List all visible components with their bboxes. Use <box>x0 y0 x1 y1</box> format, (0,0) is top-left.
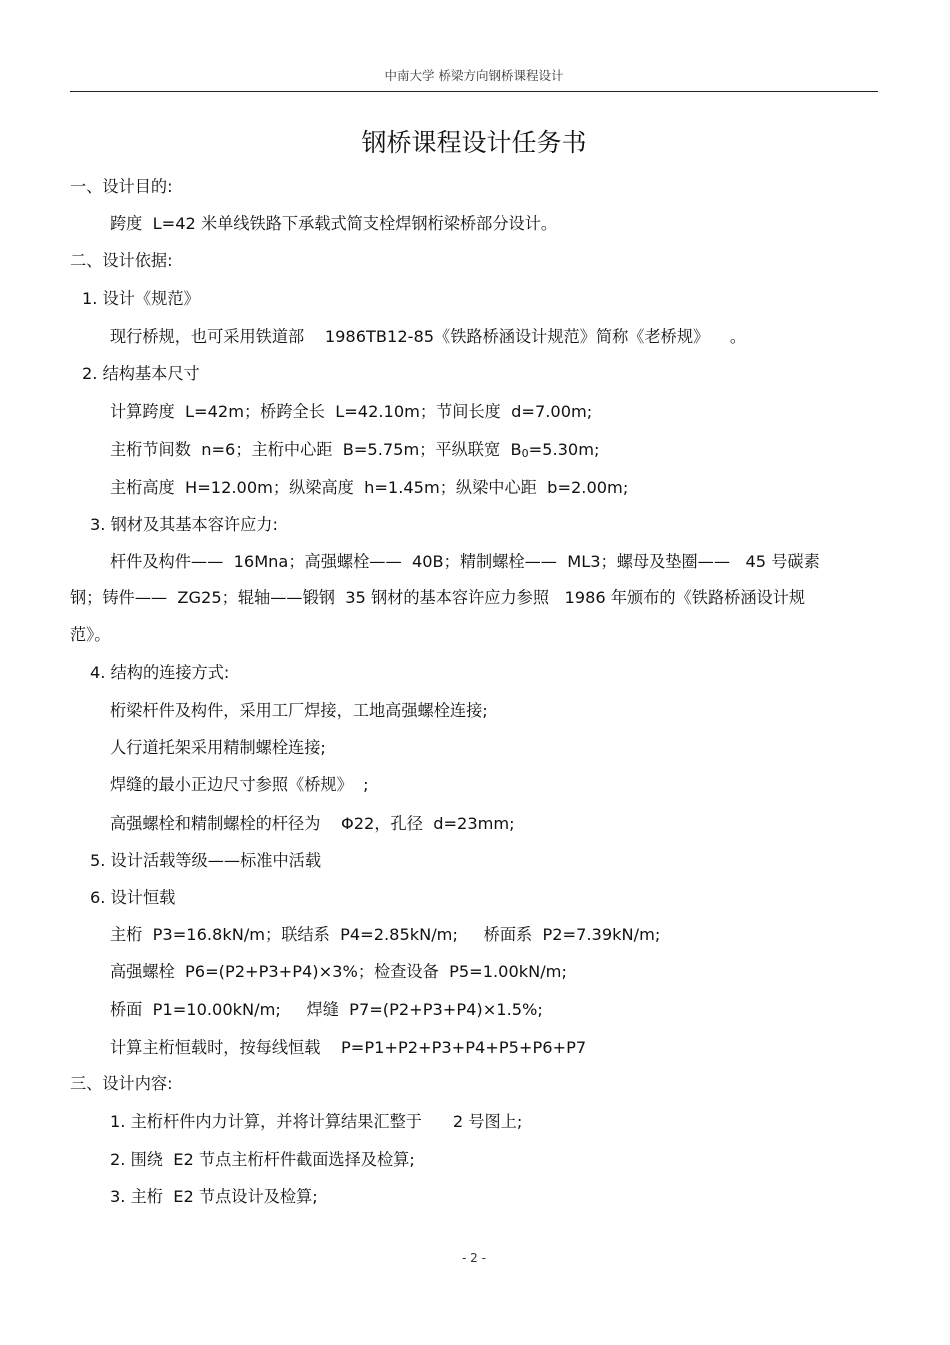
subsection-2-4-title: 4. 结构的连接方式: <box>90 663 230 682</box>
dimension-line-2 <box>110 440 599 464</box>
content-item-3: 3. 主桁 E2 节点设计及检算; <box>110 1187 318 1206</box>
content-item-2: 2. 围绕 E2 节点主桁杆件截面选择及检算; <box>110 1150 415 1169</box>
subsection-2-1-title: 1. 设计《规范》 <box>82 289 200 308</box>
page-header: 中南大学 桥梁方向钢桥课程设计 <box>384 68 564 83</box>
section-1-body: 跨度 L=42 米单线铁路下承载式简支栓焊钢桁梁桥部分设计。 <box>110 214 558 233</box>
material-line-3: 范》。 <box>70 625 111 644</box>
page-number: - 2 - <box>462 1251 486 1265</box>
subscript-zero: 0 <box>521 447 529 460</box>
subsection-2-6-title: 6. 设计恒载 <box>90 888 176 907</box>
connection-line-2: 人行道托架采用精制螺栓连接; <box>110 738 326 757</box>
subsection-2-5-title: 5. 设计活载等级——标准中活载 <box>90 851 322 870</box>
section-1-heading: 一、设计目的: <box>70 177 173 196</box>
subsection-2-1-body: 现行桥规，也可采用铁道部 1986TB12-85《铁路桥涵设计规范》简称《老桥规》 。 <box>110 327 747 346</box>
header-rule <box>70 91 878 92</box>
material-line-2: 钢；铸件—— ZG25；辊轴——锻钢 35 钢材的基本容许应力参照 1986 年颁布的《铁路桥涵设计规 <box>70 588 806 607</box>
subsection-2-2-title: 2. 结构基本尺寸 <box>82 364 200 383</box>
dimension-line-2-text-a: 主桁节间数 n=6；主桁中心距 B=5.75m；平纵联宽 B <box>110 440 522 459</box>
dimension-line-1: 计算跨度 L=42m；桥跨全长 L=42.10m；节间长度 d=7.00m; <box>110 402 593 421</box>
section-2-heading: 二、设计依据: <box>70 251 173 270</box>
dead-load-line-3: 桥面 P1=10.00kN/m; 焊缝 P7=(P2+P3+P4)×1.5%; <box>110 1000 543 1019</box>
dead-load-line-1: 主桁 P3=16.8kN/m；联结系 P4=2.85kN/m; 桥面系 P2=7.39kN/m; <box>110 925 661 944</box>
dead-load-line-2: 高强螺栓 P6=(P2+P3+P4)×3%；检查设备 P5=1.00kN/m; <box>110 962 567 981</box>
subsection-2-3-title: 3. 钢材及其基本容许应力: <box>90 515 278 534</box>
document-title: 钢桥课程设计任务书 <box>361 128 587 157</box>
connection-line-1: 桁梁杆件及构件，采用工厂焊接，工地高强螺栓连接; <box>110 701 488 720</box>
connection-line-3: 焊缝的最小正边尺寸参照《桥规》 ; <box>110 775 369 794</box>
dimension-line-3: 主桁高度 H=12.00m；纵梁高度 h=1.45m；纵梁中心距 b=2.00m; <box>110 478 629 497</box>
section-3-heading: 三、设计内容: <box>70 1074 173 1093</box>
material-line-1: 杆件及构件—— 16Mna；高强螺栓—— 40B；精制螺栓—— ML3；螺母及垫圈—— 45 号碳素 <box>110 552 820 571</box>
dead-load-line-4: 计算主桁恒载时，按每线恒载 P=P1+P2+P3+P4+P5+P6+P7 <box>110 1038 587 1057</box>
dimension-line-2-text-b: =5.30m; <box>528 440 600 459</box>
content-item-1: 1. 主桁杆件内力计算，并将计算结果汇整于 2 号图上; <box>110 1112 523 1131</box>
connection-line-4: 高强螺栓和精制螺栓的杆径为 Φ22，孔径 d=23mm; <box>110 814 515 833</box>
